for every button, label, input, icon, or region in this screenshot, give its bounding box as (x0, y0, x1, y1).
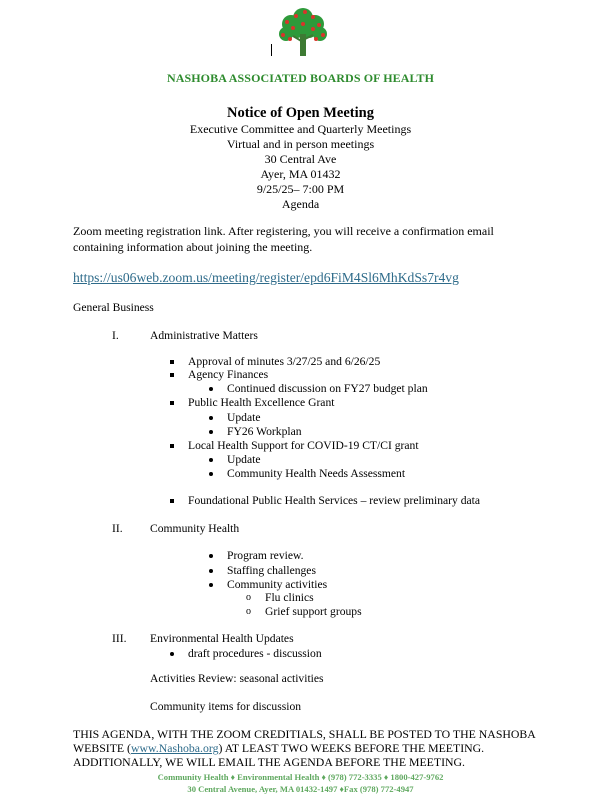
list-item-text: FY26 Workplan (227, 425, 302, 438)
round-bullet-icon (209, 387, 213, 391)
agenda-label: Agenda (281, 197, 320, 211)
list-item-text: Approval of minutes 3/27/25 and 6/26/25 (188, 355, 381, 368)
contact-line-1: Community Health ♦ Environmental Health ♦ (978) 772-3335 ♦ 1800-427-9762 (157, 772, 444, 782)
meeting-type: Executive Committee and Quarterly Meetings (189, 122, 412, 136)
tree-trunk (300, 34, 306, 56)
hollow-bullet-icon: o (246, 606, 251, 617)
apple-tree-logo (269, 8, 337, 60)
posting-notice-part1: THIS AGENDA, WITH THE ZOOM CREDITIALS, SHALL BE POSTED TO THE NASHOBA WEBSITE ( (73, 727, 536, 756)
square-bullet-icon (170, 360, 174, 364)
section-1-numeral: I. (112, 329, 119, 342)
meeting-city: Ayer, MA 01432 (260, 167, 341, 181)
notice-title: Notice of Open Meeting (227, 105, 374, 121)
community-items: Community items for discussion (150, 700, 302, 713)
square-bullet-icon (170, 444, 174, 448)
list-item-text: Staffing challenges (227, 564, 316, 577)
meeting-format: Virtual and in person meetings (226, 137, 375, 151)
activities-review: Activities Review: seasonal activities (150, 672, 324, 685)
square-bullet-icon (170, 401, 174, 405)
list-item-text: Flu clinics (265, 591, 314, 604)
round-bullet-icon (209, 416, 213, 420)
contact-line-2: 30 Central Avenue, Ayer, MA 01432-1497 ♦Fax (978) 772-4947 (187, 784, 414, 794)
list-item-text: Update (227, 411, 261, 424)
list-item-text: Community Health Needs Assessment (227, 467, 406, 480)
list-item-text: Community activities (227, 578, 328, 591)
round-bullet-icon (209, 430, 213, 434)
list-item-text: Foundational Public Health Services – review preliminary data (188, 494, 481, 507)
list-item-text: Grief support groups (265, 605, 362, 618)
list-item-text: Program review. (227, 549, 304, 562)
section-2-numeral: II. (112, 522, 123, 535)
section-3-numeral: III. (112, 632, 127, 645)
cursor-mark (271, 44, 272, 56)
square-bullet-icon (170, 499, 174, 503)
square-bullet-icon (170, 373, 174, 377)
meeting-street: 30 Central Ave (264, 152, 337, 166)
hollow-bullet-icon: o (246, 592, 251, 603)
posting-notice (73, 727, 543, 770)
round-bullet-icon (209, 458, 213, 462)
list-item-text: Continued discussion on FY27 budget plan (227, 382, 428, 395)
nashoba-website-link[interactable]: www.Nashoba.org (131, 741, 219, 756)
meeting-datetime: 9/25/25– 7:00 PM (256, 182, 345, 196)
round-bullet-icon (209, 569, 213, 573)
meeting-details (0, 122, 601, 212)
list-item-text: Public Health Excellence Grant (188, 396, 335, 409)
general-business-heading: General Business (73, 301, 154, 314)
zoom-instructions: Zoom meeting registration link. After registering, you will receive a confirmation email containing information about joining the meeting. (73, 224, 494, 254)
list-item-text: draft procedures - discussion (188, 647, 322, 660)
org-name: NASHOBA ASSOCIATED BOARDS OF HEALTH (166, 71, 435, 85)
list-item-text: Update (227, 453, 261, 466)
zoom-registration-link[interactable]: https://us06web.zoom.us/meeting/register/epd6FiM4Sl6MhKdSs7r4vg (73, 270, 459, 285)
round-bullet-icon (209, 472, 213, 476)
list-item-text: Local Health Support for COVID-19 CT/CI grant (188, 439, 419, 452)
section-2-title: Community Health (150, 522, 240, 535)
section-1-title: Administrative Matters (150, 329, 258, 342)
section-3-title: Environmental Health Updates (150, 632, 294, 645)
round-bullet-icon (209, 583, 213, 587)
posting-notice-part2: ) AT LEAST TWO WEEKS BEFORE THE MEETING. ADDITIONALLY, WE WILL EMAIL THE AGENDA BEFORE THE MEETING. (73, 741, 485, 770)
list-item-text: Agency Finances (188, 368, 269, 381)
round-bullet-icon (170, 652, 174, 656)
round-bullet-icon (209, 554, 213, 558)
